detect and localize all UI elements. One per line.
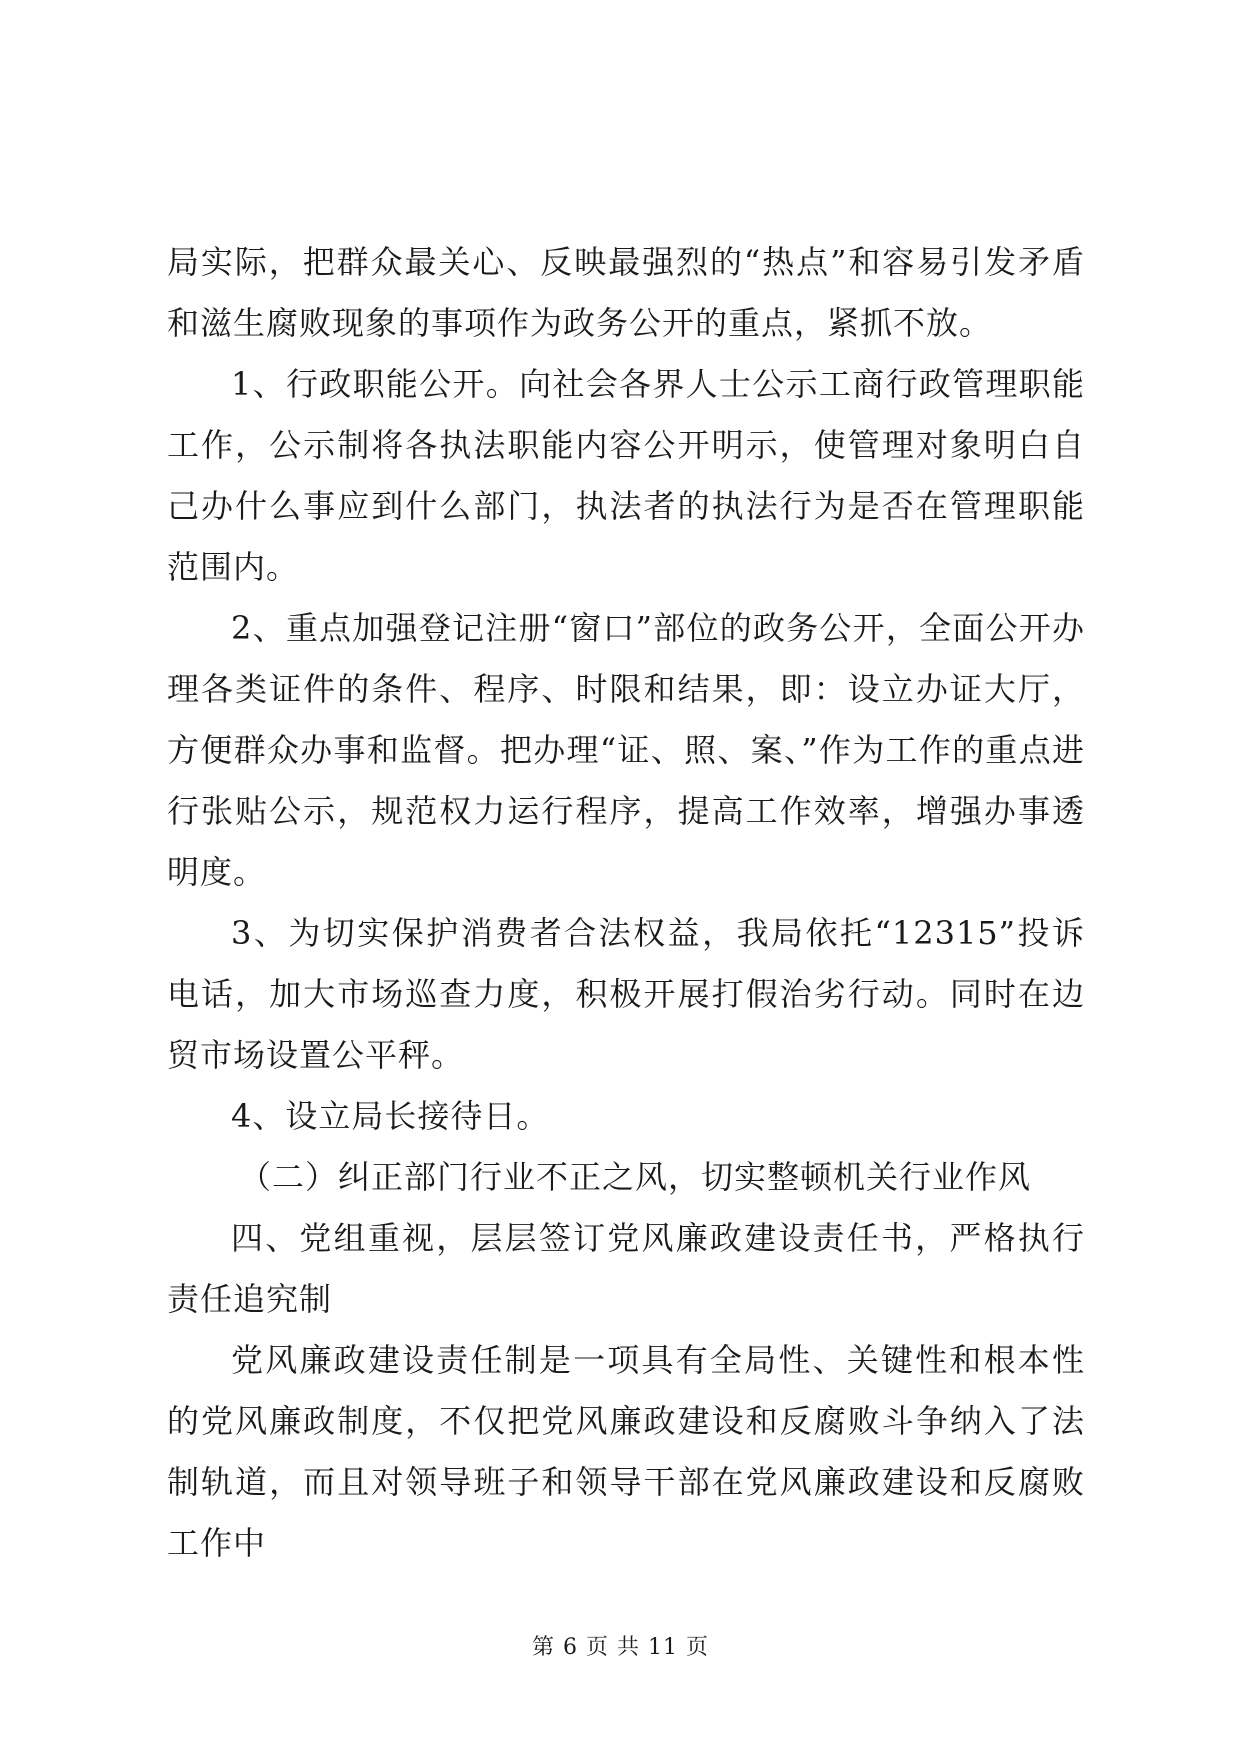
page-footer: 第 6 页 共 11 页 — [532, 1635, 709, 1660]
document-body — [167, 232, 1085, 1574]
section-heading-4: 四、党组重视，层层签订党风廉政建设责任书，严格执行责任追究制 — [167, 1219, 1085, 1318]
paragraph-continuation: 局实际，把群众最关心、反映最强烈的“热点”和容易引发矛盾和滋生腐败现象的事项作为政务公开的重点，紧抓不放。 — [167, 243, 1085, 342]
paragraph-item-1: 1、行政职能公开。向社会各界人士公示工商行政管理职能工作，公示制将各执法职能内容公开明示，使管理对象明白自己办什么事应到什么部门，执法者的执法行为是否在管理职能范围内。 — [167, 365, 1085, 586]
section-heading-2: （二）纠正部门行业不正之风，切实整顿机关行业作风 — [239, 1158, 1032, 1196]
paragraph-item-3: 3、为切实保护消费者合法权益，我局依托“12315”投诉电话，加大市场巡查力度，积极开展打假治劣行动。同时在边贸市场设置公平秤。 — [167, 914, 1085, 1074]
paragraph-item-2: 2、重点加强登记注册“窗口”部位的政务公开，全面公开办理各类证件的条件、程序、时限和结果，即：设立办证大厅，方便群众办事和监督。把办理“证、照、案、”作为工作的重点进行张贴公示，规范权力运行程序，提高工作效率，增强办事透明度。 — [167, 609, 1085, 891]
paragraph-item-4: 4、设立局长接待日。 — [231, 1097, 550, 1135]
paragraph-responsibility: 党风廉政建设责任制是一项具有全局性、关键性和根本性的党风廉政制度，不仅把党风廉政建设和反腐败斗争纳入了法制轨道，而且对领导班子和领导干部在党风廉政建设和反腐败工作中 — [167, 1341, 1085, 1562]
